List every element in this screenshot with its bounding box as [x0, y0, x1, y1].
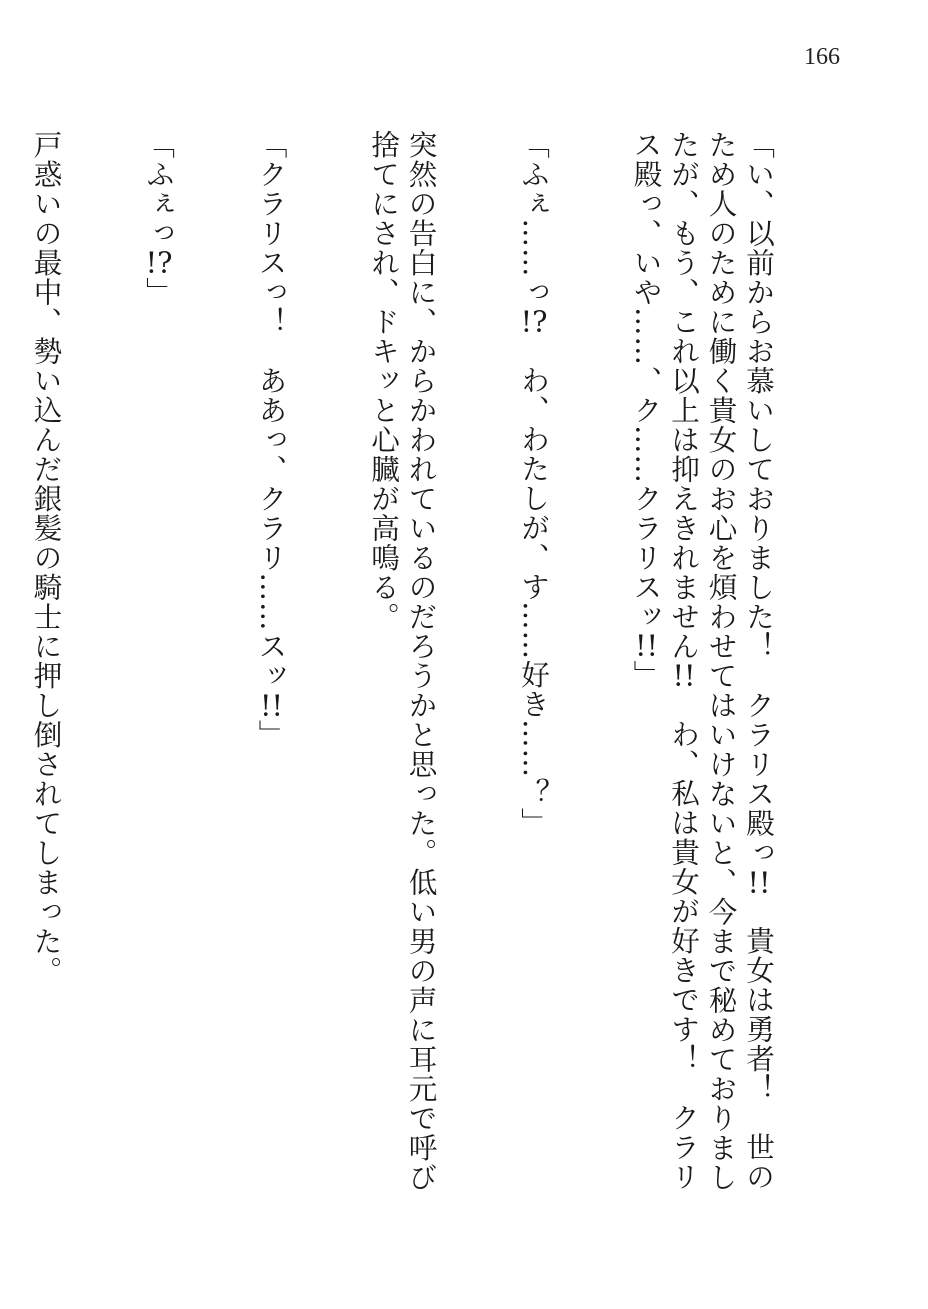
paragraph-2: 「ふぇ……っ!? わ、わたしが、す……好き……？」 [517, 130, 551, 838]
paragraph-6: 戸惑いの最中、勢い込んだ銀髪の騎士に押し倒されてしまった。 [29, 130, 64, 986]
paragraph-5: 「ふぇっ!?」 [142, 130, 176, 307]
paragraph-1: 「い、以前からお慕いしておりました！ クラリス殿っ!! 貴女は勇者！ 世のため人のために働く貴女のお心を煩わせてはいけないと、今まで秘めておりましたが、もう、これ以上は抑えきれません!! わ、私は貴女が好きです！ クラリス殿っ、いや……、ク……クラリスッ!!」 [629, 130, 776, 1192]
paragraph-4: 「クラリスっ！ ああっ、クラリ……スッ!!」 [254, 130, 289, 749]
page-number: 166 [804, 44, 840, 70]
body-text [29, 130, 852, 1210]
paragraph-3: 突然の告白に、からかわれているのだろうかと思った。低い男の声に耳元で呼び捨てにされ、ドキッと心臓が高鳴る。 [367, 130, 439, 1192]
